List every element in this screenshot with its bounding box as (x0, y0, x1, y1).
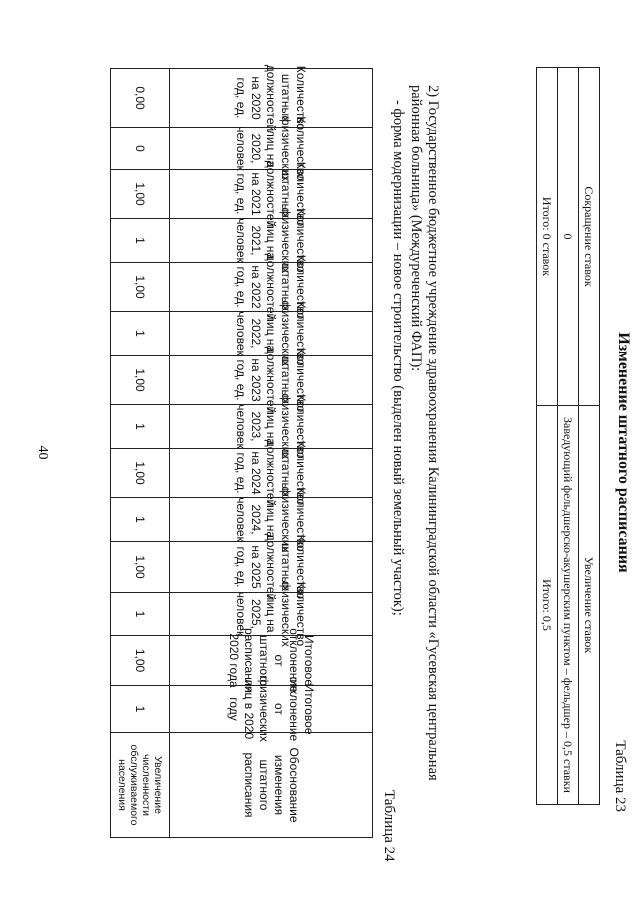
table24-value-8: 1 (110, 404, 170, 449)
table23-header-increase: Увеличение ставок (578, 405, 600, 805)
table24-header-11: Количество штатных должностей на 2025 год, ед. (169, 541, 373, 593)
table24-value-4: 1 (110, 218, 170, 263)
paragraph-line-1: 2) Государственное бюджетное учреждение здравоохранения Калининградской области «Гусевская центральная (425, 85, 441, 781)
table24-header-6: Количество физических лиц на 2022, человек (169, 311, 373, 356)
table24-header-9: Количество штатных должностей на 2024 год, ед. (169, 448, 373, 498)
table24-value-7: 1,00 (110, 355, 170, 405)
table23-row-reduction: 0 (557, 67, 579, 406)
table24-value-5: 1,00 (110, 262, 170, 312)
table24-header-13: Итоговое отклонение от штатного расписания 2020 года (169, 635, 373, 686)
table24-label: Таблица 24 (381, 790, 397, 862)
paragraph-line-2: районная больница» (Междуреченский ФАП): (408, 85, 424, 372)
table23-total-reduction: Итого: 0 ставок (536, 67, 558, 406)
table24-value-1: 0,00 (110, 68, 170, 128)
table23-label: Таблица 23 (612, 740, 628, 812)
table23-total-increase: Итого: 0,5 (536, 405, 558, 805)
table24-value-6: 1 (110, 311, 170, 356)
table24-header-2: Количество физических лиц на 2020, человек (169, 127, 373, 170)
paragraph-line-3: - форма модернизации – новое строительство (выделен новый земельный участок); (390, 100, 406, 616)
table24-header-4: Количество физических лиц на 2021, человек (169, 218, 373, 263)
table24-header-14: Итоговое отклонение от физических лиц в 2020 году (169, 685, 373, 733)
table24-value-2: 0 (110, 127, 170, 170)
table24-value-12: 1 (110, 592, 170, 636)
table24-header-12: Количество физических лиц на 2025, человек (169, 592, 373, 636)
table24-header-reason: Обоснование изменения штатного расписания (169, 732, 373, 838)
table24-value-14: 1 (110, 685, 170, 733)
table24-value-9: 1,00 (110, 448, 170, 498)
table24-value-11: 1,00 (110, 541, 170, 593)
table23-row-increase: Заведующий фельдшерско-акушерским пунктом – фельдшер – 0,5 ставки (557, 405, 579, 805)
table24-value-10: 1 (110, 497, 170, 542)
table24-header-1: Количество штатных должностей на 2020 год, ед. (169, 68, 373, 128)
table24-header-8: Количество физических лиц на 2023, человек (169, 404, 373, 449)
table23-header-reduction: Сокращение ставок (578, 67, 600, 406)
table24-value-13: 1,00 (110, 635, 170, 686)
page-number: 40 (35, 445, 50, 460)
table24-value-3: 1,00 (110, 169, 170, 219)
table24-header-5: Количество штатных должностей на 2022 год, ед. (169, 262, 373, 312)
table24-header-10: Количество физических лиц на 2024, человек (169, 497, 373, 542)
table24-header-3: Количество штатных должностей на 2021 год, ед. (169, 169, 373, 219)
table23-title: Изменение штатного расписания (615, 332, 632, 573)
table24-value-reason: Увеличение численности обслуживаемого населения (110, 732, 170, 838)
table24-header-7: Количество штатных должностей на 2023 год, ед. (169, 355, 373, 405)
